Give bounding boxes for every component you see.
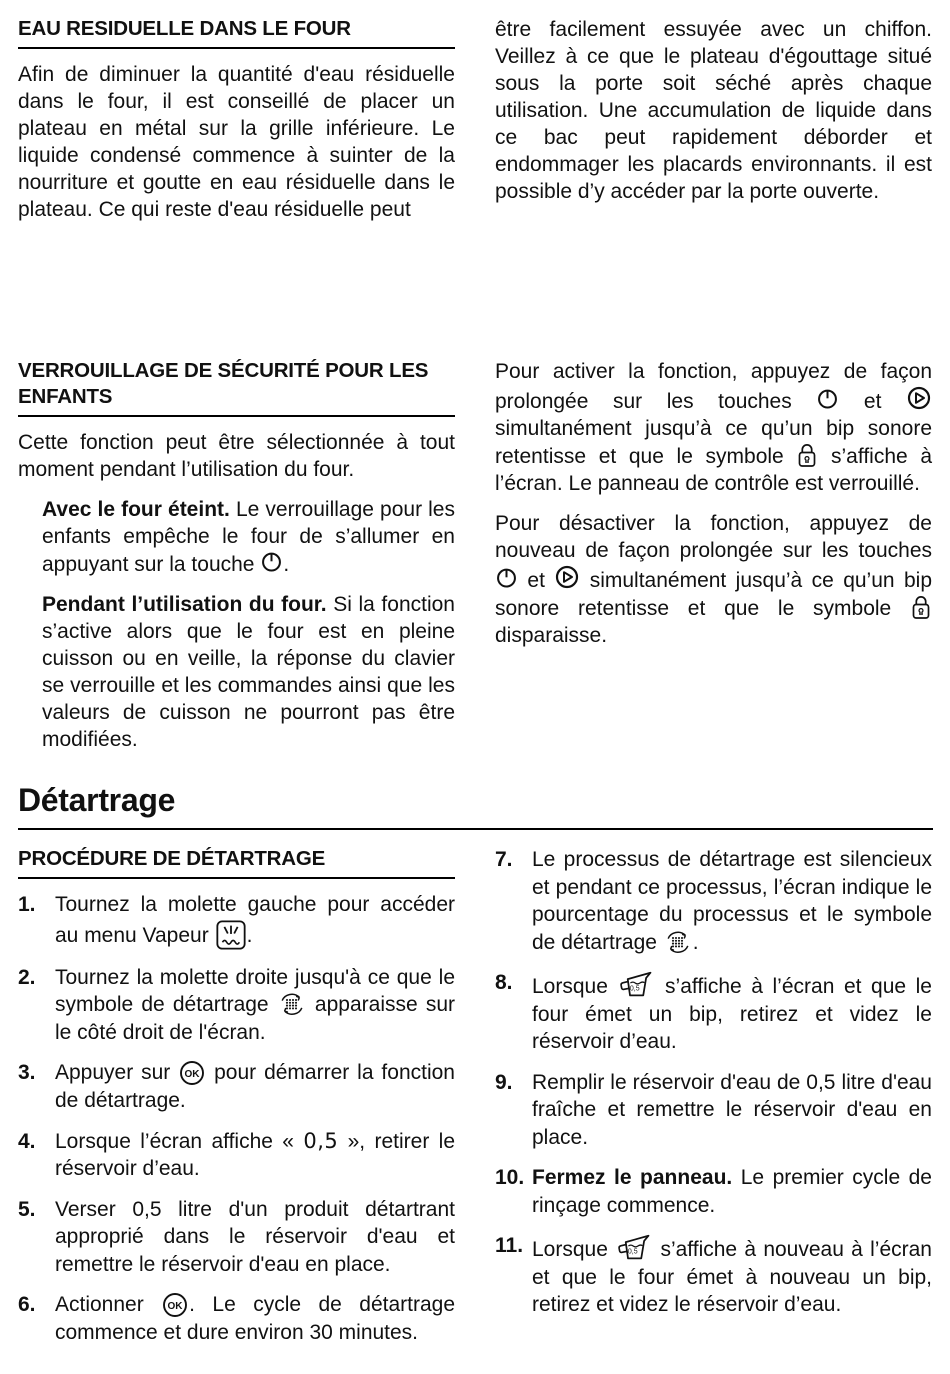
lock-icon	[796, 442, 818, 469]
list-item-text	[55, 1128, 455, 1183]
residual-water-left-column	[18, 16, 455, 236]
paragraph	[18, 61, 455, 223]
list-item	[18, 964, 455, 1047]
water-tank-icon	[617, 969, 655, 1000]
list-item-text	[55, 1291, 455, 1347]
text-run: », retirer le réservoir d’eau.	[55, 1129, 456, 1180]
list-item	[18, 1128, 455, 1183]
list-item-text	[532, 1164, 932, 1219]
descaling-steps-7-11	[495, 846, 932, 1319]
text-run: Lorsque	[532, 1238, 616, 1261]
list-item-text	[55, 891, 455, 951]
list-item-number: 3.	[18, 1061, 36, 1084]
descaling-title: Détartrage	[18, 782, 933, 830]
bold-run: Fermez le panneau.	[532, 1166, 733, 1189]
text-run: Lorsque l’écran affiche «	[55, 1129, 304, 1153]
list-item	[495, 1069, 932, 1152]
svg-text:0,5: 0,5	[630, 985, 641, 993]
ok-icon	[178, 1059, 206, 1087]
lock-icon	[910, 594, 932, 621]
text-run: et	[839, 390, 906, 413]
text-run: Lorsque	[532, 975, 618, 998]
list-item	[18, 1291, 455, 1347]
list-item	[18, 1196, 455, 1279]
svg-text:0,5: 0,5	[628, 1248, 638, 1256]
paragraph	[18, 429, 455, 483]
residual-water-right-text	[495, 16, 932, 205]
list-item	[495, 1232, 932, 1319]
text-run: Verser 0,5 litre d'un produit détartrant approprié dans le réservoir d'eau et remettre le réservoir d'eau en place.	[55, 1197, 455, 1276]
text-run: Le verrouillage pour les enfants empêche le four de s’allumer en appuyant sur la touche	[42, 498, 455, 576]
text-run: 0,5	[303, 1128, 339, 1153]
list-item-number: 11.	[495, 1234, 524, 1257]
list-item-text	[532, 846, 932, 956]
text-run: simultanément jusqu’à ce qu’un bip sonore retentisse et que le symbole	[495, 417, 932, 468]
text-run: apparaisse sur le côté droit de l'écran.	[55, 993, 455, 1044]
svg-text:OK: OK	[167, 1300, 183, 1312]
residual-water-left-text	[18, 61, 455, 223]
paragraph	[495, 358, 932, 497]
ok-icon	[161, 1291, 189, 1319]
heading-residual-water: EAU RESIDUELLE DANS LE FOUR	[18, 16, 455, 49]
list-item-text	[532, 1232, 932, 1319]
list-item-number: 10.	[495, 1166, 525, 1189]
text-run: Le premier cycle de rinçage commence.	[532, 1166, 932, 1217]
paragraph	[495, 16, 932, 205]
section-descaling-procedure	[18, 846, 933, 1360]
bold-run: Pendant l’utilisation du four.	[42, 593, 327, 616]
text-run: Remplir le réservoir d'eau de 0,5 litre d'eau fraîche et remettre le réservoir d'eau en place.	[532, 1070, 932, 1149]
paragraph	[42, 496, 455, 578]
text-run: s’affiche à nouveau à l’écran et que le four émet à nouveau un bip, retirez et videz le réservoir d’eau.	[532, 1238, 932, 1316]
list-item-number: 4.	[18, 1129, 36, 1153]
list-item-text	[55, 1196, 455, 1279]
list-item-number: 5.	[18, 1197, 36, 1221]
heading-child-lock: VERROUILLAGE DE SÉCURITÉ POUR LES ENFANTS	[18, 358, 455, 417]
list-item	[18, 1059, 455, 1115]
text-run: simultanément jusqu’à ce qu’un bip sonore retentisse et que le symbole	[495, 569, 932, 620]
list-item-text	[532, 1069, 932, 1152]
list-item-text	[55, 964, 455, 1047]
list-item-number: 2.	[18, 965, 36, 989]
list-item-text	[55, 1059, 455, 1115]
text-run: s’affiche à l’écran et que le four émet un bip, retirez et videz le réservoir d’eau.	[532, 975, 932, 1053]
section-child-lock	[18, 358, 933, 766]
text-run: être facilement essuyée avec un chiffon. Veillez à ce que le plateau d'égouttage situé sous la porte soit séché après chaque utilisation. Une accumulation de liquide dans ce bac peut rapidement déborder et endommager les placards environnants. il est possible d’y accéder par la porte ouverte.	[495, 18, 932, 203]
descaling-steps-1-6	[18, 891, 455, 1347]
list-item-number: 8.	[495, 971, 513, 994]
svg-text:OK: OK	[184, 1068, 200, 1080]
list-item	[18, 891, 455, 951]
child-lock-left-column	[18, 358, 455, 766]
text-run: s’affiche à l’écran. Le panneau de contrôle est verrouillé.	[495, 445, 933, 495]
text-run: disparaisse.	[495, 624, 608, 647]
power-icon	[495, 566, 518, 589]
text-run: Tournez la molette gauche pour accéder au menu Vapeur	[55, 893, 455, 947]
power-icon	[816, 387, 839, 410]
text-run: Si la fonction s’active alors que le four est en pleine cuisson ou en veille, la réponse du clavier se verrouille et les commandes ainsi que les valeurs de cuisson ne pourront pas être modifiées.	[42, 593, 455, 751]
text-run: Cette fonction peut être sélectionnée à tout moment pendant l’utilisation du four.	[18, 431, 455, 481]
start-icon	[554, 564, 580, 590]
list-item	[495, 969, 932, 1056]
steam-icon	[215, 919, 247, 951]
text-run: Afin de diminuer la quantité d'eau résiduelle dans le four, il est conseillé de placer un plateau en métal sur la grille inférieure. Le liquide condensé commence à suinter de la nourriture et goutte en eau résiduelle dans le plateau. Ce qui reste d'eau résiduelle peut	[18, 63, 455, 221]
text-run: .	[692, 930, 699, 954]
heading-descaling-procedure: PROCÉDURE DE DÉTARTRAGE	[18, 846, 455, 879]
descaling-right-column	[495, 846, 932, 1360]
descale-icon	[663, 929, 693, 956]
child-lock-left-text	[18, 429, 455, 753]
text-run: .	[283, 553, 290, 576]
text-run: Le processus de détartrage est silencieux et pendant ce processus, l’écran indique le pourcentage du processus et le symbole de détartrage	[532, 848, 932, 954]
list-item-number: 1.	[18, 893, 36, 916]
list-item-text	[532, 969, 932, 1056]
text-run: pour démarrer la fonction de détartrage.	[55, 1061, 455, 1112]
power-icon	[260, 550, 283, 573]
text-run: . Le cycle de détartrage commence et dure environ 30 minutes.	[55, 1293, 455, 1344]
text-run: Appuyer sur	[55, 1061, 179, 1084]
list-item	[495, 1164, 932, 1219]
text-run: .	[246, 923, 253, 947]
water-tank-icon	[615, 1232, 653, 1263]
bold-run: Avec le four éteint.	[42, 498, 230, 521]
descale-icon	[277, 991, 307, 1018]
paragraph	[42, 591, 455, 753]
paragraph	[495, 510, 932, 649]
list-item-number: 7.	[495, 848, 513, 871]
child-lock-right-column	[495, 358, 932, 766]
section-residual-water	[18, 16, 933, 236]
text-run: Pour désactiver la fonction, appuyez de nouveau de façon prolongée sur les touches	[495, 512, 932, 562]
descaling-left-column	[18, 846, 455, 1360]
list-item	[495, 846, 932, 956]
list-item-number: 6.	[18, 1293, 36, 1316]
text-run: et	[518, 569, 555, 592]
text-run: Pour activer la fonction, appuyez de façon prolongée sur les touches	[495, 360, 932, 413]
residual-water-right-column	[495, 16, 932, 236]
child-lock-right-text	[495, 358, 932, 649]
text-run: Actionner	[55, 1293, 162, 1316]
start-icon	[906, 385, 932, 411]
list-item-number: 9.	[495, 1070, 513, 1094]
text-run: Tournez la molette droite jusqu'à ce que le symbole de détartrage	[55, 965, 455, 1016]
